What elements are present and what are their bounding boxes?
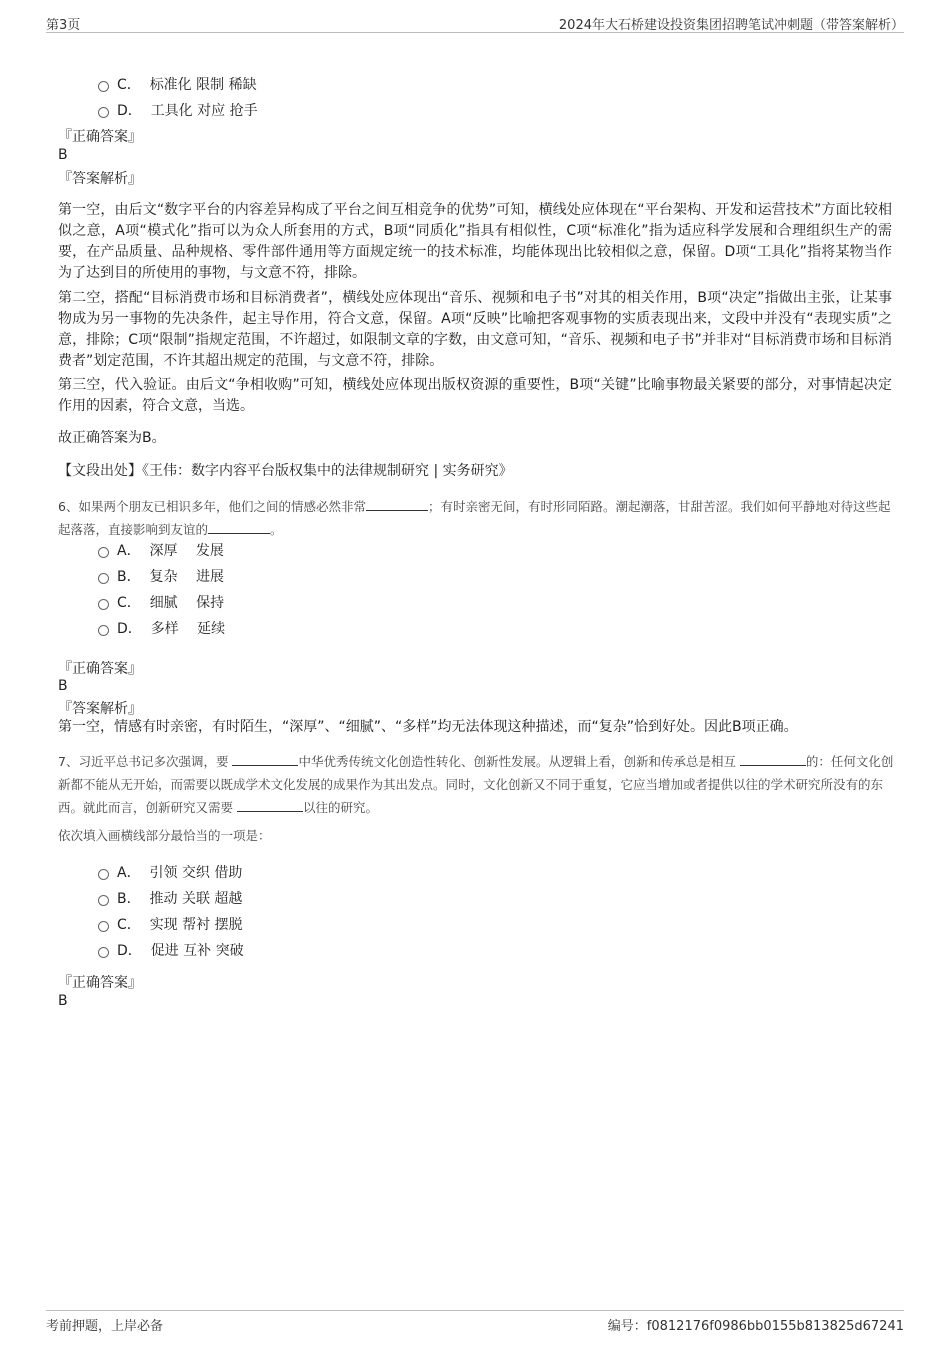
correct-answer-label: 『正确答案』	[58, 129, 142, 145]
page-footer	[46, 1310, 904, 1335]
radio-icon[interactable]	[98, 895, 109, 906]
radio-icon[interactable]	[98, 869, 109, 880]
fill-blank	[366, 496, 428, 511]
option-d[interactable]: D． 多样 延续	[98, 618, 225, 638]
radio-icon[interactable]	[98, 625, 109, 636]
correct-answer-label: 『正确答案』	[58, 661, 142, 677]
analysis-paragraph: 第二空，搭配“目标消费市场和目标消费者”，横线处应体现出“音乐、视频和电子书”对其的相关作用，B项“决定”指做出主张，让某事物成为另一事物的先决条件，起主导作用，符合文意，保留。A项“反映”比喻把客观事物的实质表现出来，文段中并没有“表现实质”之意，排除；C项“限制”指规定范围，不许超过，如限制文章的字数，由文意可知，“音乐、视频和电子书”并非对“目标消费市场和目标消费者”划定范围，不许其超出规定的范围，与文意不符，排除。	[58, 290, 892, 369]
question-7: 7、习近平总书记多次强调，要 中华优秀传统文化创造性转化、创新性发展。从逻辑上看，创新和传承总是相互 的：任何文化创新都不能从无开始，而需要以既成学术文化发展的成果作为其出发点。同时，文化创新又不同于重复，它应当增加或者提供以往的学术研究所没有的东西。就此而言，创新研究又需要 以往的研究。	[58, 750, 898, 819]
radio-icon[interactable]	[98, 107, 109, 118]
option-c[interactable]: C． 标准化 限制 稀缺	[98, 74, 257, 94]
option-c[interactable]: C． 实现 帮衬 摆脱	[98, 914, 243, 934]
page-header	[46, 12, 904, 33]
analysis-label: 『答案解析』	[58, 701, 142, 717]
correct-answer: B	[58, 678, 68, 694]
correct-answer: B	[58, 147, 68, 163]
document-code: 编号：f0812176f0986bb0155b813825d67241	[607, 1319, 904, 1334]
fill-blank	[740, 751, 806, 766]
analysis-conclusion: 故正确答案为B。	[58, 430, 166, 446]
radio-icon[interactable]	[98, 921, 109, 932]
radio-icon[interactable]	[98, 573, 109, 584]
option-b[interactable]: B． 推动 关联 超越	[98, 888, 242, 908]
question-6: 6、如果两个朋友已相识多年，他们之间的情感必然非常 ；有时亲密无间，有时形同陌路。潮起潮落，甘甜苦涩。我们如何平静地对待这些起起落落，直接影响到友谊的 。	[58, 495, 898, 541]
radio-icon[interactable]	[98, 81, 109, 92]
radio-icon[interactable]	[98, 547, 109, 558]
analysis-paragraph: 第一空，情感有时亲密，有时陌生，“深厚”、“细腻”、“多样”均无法体现这种描述，而“复杂”恰到好处。因此B项正确。	[58, 719, 798, 735]
correct-answer: B	[58, 993, 68, 1009]
analysis-paragraph: 第一空，由后文“数字平台的内容差异构成了平台之间互相竞争的优势”可知，横线处应体现在“平台架构、开发和运营技术”方面比较相似之意，A项“模式化”指可以为众人所套用的方式，B项“同质化”指具有相似性，C项“标准化”指为适应科学发展和合理组织生产的需要，在产品质量、品种规格、零件部件通用等方面规定统一的技术标准，均能体现出比较相似之意，保留。D项“工具化”指将某物当作为了达到目的所使用的事物，与文意不符，排除。	[58, 202, 892, 281]
correct-answer-label: 『正确答案』	[58, 975, 142, 991]
source-citation: 【文段出处】《王伟：数字内容平台版权集中的法律规制研究 | 实务研究》	[58, 463, 513, 479]
fill-blank	[237, 797, 303, 812]
footer-slogan: 考前押题，上岸必备	[46, 1319, 164, 1334]
option-d[interactable]: D． 促进 互补 突破	[98, 940, 244, 960]
fill-blank	[208, 519, 270, 534]
analysis-label: 『答案解析』	[58, 171, 142, 187]
option-a[interactable]: A． 深厚 发展	[98, 540, 224, 560]
radio-icon[interactable]	[98, 947, 109, 958]
question-prompt: 依次填入画横线部分最恰当的一项是：	[58, 828, 271, 843]
option-b[interactable]: B． 复杂 进展	[98, 566, 224, 586]
fill-blank	[232, 751, 298, 766]
document-title: 2024年大石桥建设投资集团招聘笔试冲刺题（带答案解析）	[558, 18, 904, 33]
option-a[interactable]: A． 引领 交织 借助	[98, 862, 242, 882]
analysis-paragraph: 第三空，代入验证。由后文“争相收购”可知，横线处应体现出版权资源的重要性，B项“关键”比喻事物最关紧要的部分，对事情起决定作用的因素，符合文意，当选。	[58, 377, 892, 414]
radio-icon[interactable]	[98, 599, 109, 610]
option-d[interactable]: D． 工具化 对应 抢手	[98, 100, 258, 120]
page-number: 第3页	[46, 18, 81, 33]
option-c[interactable]: C． 细腻 保持	[98, 592, 224, 612]
